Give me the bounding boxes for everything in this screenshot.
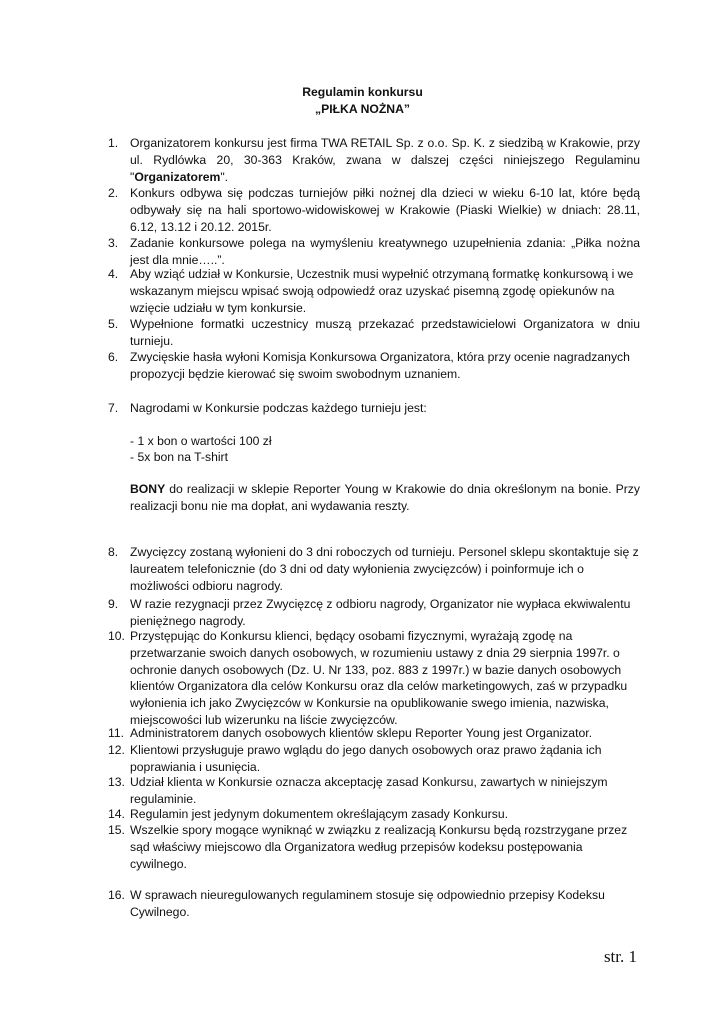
- item-text: Wypełnione formatki uczestnicy muszą przekazać przedstawicielowi Organizatora w dniu turnieju.: [130, 317, 640, 348]
- prize-line-1: - 1 x bon o wartości 100 zł: [130, 434, 272, 448]
- item-text: Udział klienta w Konkursie oznacza akceptację zasad Konkursu, zawartych w niniejszym regulaminie.: [130, 775, 608, 806]
- organizer-term: Organizatorem: [134, 169, 221, 184]
- vouchers-term: BONY: [130, 482, 166, 496]
- item-text: W sprawach nieuregulowanych regulaminem stosuje się odpowiednio przepisy Kodeksu Cywilnego.: [130, 888, 605, 919]
- document-title-line2: „PIŁKA NOŻNA”: [314, 102, 410, 116]
- item-text: Zwycięskie hasła wyłoni Komisja Konkursowa Organizatora, która przy ocenie nagradzanych propozycji będzie kierować się swoim swobodnym uznaniem.: [130, 350, 630, 381]
- item-text: Przystępując do Konkursu klienci, będący osobami fizycznymi, wyrażają zgodę na przetwarzanie swoich danych osobowych, w rozumieniu ustawy z dnia 29 sierpnia 1997r. o ochronie danych osobowych (Dz. U. Nr 133, poz. 883 z 1997r.) w bazie danych osobowych klientów Organizatora dla celów Konkursu oraz dla celów marketingowych, zaś w przypadku wyłonienia ich jako Zwycięzców w Konkursie na opublikowanie swego imienia, nazwiska, miejscowości lub wizerunku na liście zwycięzców.: [130, 629, 628, 727]
- item-text: Nagrodami w Konkursie podczas każdego turnieju jest:: [130, 401, 427, 415]
- vouchers-note: BONY do realizacji w sklepie Reporter Young w Krakowie do dnia określonym na bonie. Przy realizacji bonu nie ma dopłat, ani wydawania reszty.: [130, 482, 640, 513]
- list-item-14: [108, 806, 640, 823]
- list-item-7: [108, 400, 640, 417]
- item-number: 7.: [108, 401, 119, 415]
- item-number: 12.: [108, 743, 125, 757]
- item-number: 9.: [108, 597, 119, 611]
- list-item-8: [108, 544, 640, 594]
- item-number: 16.: [108, 888, 125, 902]
- list-item-15: [108, 822, 640, 872]
- list-item-16: [108, 887, 640, 921]
- list-item-9: [108, 596, 640, 630]
- item-number: 4.: [108, 267, 119, 281]
- item-number: 10.: [108, 629, 125, 643]
- list-item-5: [108, 316, 640, 350]
- list-item-2: [108, 185, 640, 235]
- list-item-3: [108, 235, 640, 269]
- item-text: Regulamin jest jedynym dokumentem określającym zasady Konkursu.: [130, 807, 508, 821]
- list-item-6: [108, 349, 640, 383]
- document-title-line1: Regulamin konkursu: [302, 85, 423, 99]
- item-number: 5.: [108, 317, 119, 331]
- item-text: Administratorem danych osobowych klientów sklepu Reporter Young jest Organizator.: [130, 726, 593, 740]
- list-item-4: [108, 266, 640, 316]
- list-item-13: [108, 774, 640, 808]
- list-item-12: [108, 742, 640, 776]
- item-number: 1.: [108, 136, 119, 150]
- item-text: W razie rezygnacji przez Zwycięzcę z odbioru nagrody, Organizator nie wypłaca ekwiwalentu pieniężnego nagrody.: [130, 597, 631, 628]
- item-number: 11.: [108, 726, 125, 740]
- item-text: Organizatorem konkursu jest firma TWA RETAIL Sp. z o.o. Sp. K. z siedzibą w Krakowie, przy ul. Rydlówka 20, 30-363 Kraków, zwana w dalszej części niniejszego Regulaminu "Organizatorem".: [130, 136, 640, 184]
- item-number: 6.: [108, 350, 119, 364]
- item-text: Wszelkie spory mogące wyniknąć w związku z realizacją Konkursu będą rozstrzygane przez sąd właściwy miejscowo dla Organizatora według przepisów kodeksu postępowania cywilnego.: [130, 823, 628, 871]
- item-text: Zadanie konkursowe polega na wymyśleniu kreatywnego uzupełnienia zdania: „Piłka nożna jest dla mnie…..”.: [130, 236, 640, 267]
- item-text: Klientowi przysługuje prawo wglądu do jego danych osobowych oraz prawo żądania ich poprawiania i usunięcia.: [130, 743, 602, 774]
- page-number: str. 1: [603, 947, 637, 966]
- item-number: 15.: [108, 823, 125, 837]
- item-number: 8.: [108, 545, 119, 559]
- item-text: Konkurs odbywa się podczas turniejów piłki nożnej dla dzieci w wieku 6-10 lat, które będą odbywały się na hali sportowo-widowiskowej w Krakowie (Piaski Wielkie) w dniach: 28.11, 6.12, 13.12 i 20.12. 2015r.: [130, 186, 640, 234]
- list-item-10: [108, 628, 640, 729]
- item-text: Aby wziąć udział w Konkursie, Uczestnik musi wypełnić otrzymaną formatkę konkursową i we wskazanym miejscu wpisać swoją odpowiedź oraz uzyskać pisemną zgodę opiekunów na wzięcie udziału w tym konkursie.: [130, 267, 634, 315]
- list-item-1: [108, 135, 640, 185]
- item-number: 13.: [108, 775, 125, 789]
- item-text: Zwycięzcy zostaną wyłonieni do 3 dni roboczych od turnieju. Personel sklepu skontaktuje się z laureatem telefonicznie (do 3 dni od daty wyłonienia zwycięzców) i poinformuje ich o możliwości odbioru nagrody.: [130, 545, 639, 593]
- item-number: 2.: [108, 186, 119, 200]
- list-item-11: [108, 725, 640, 742]
- item-number: 3.: [108, 236, 119, 250]
- item-number: 14.: [108, 807, 125, 821]
- prize-line-2: - 5x bon na T-shirt: [130, 450, 228, 464]
